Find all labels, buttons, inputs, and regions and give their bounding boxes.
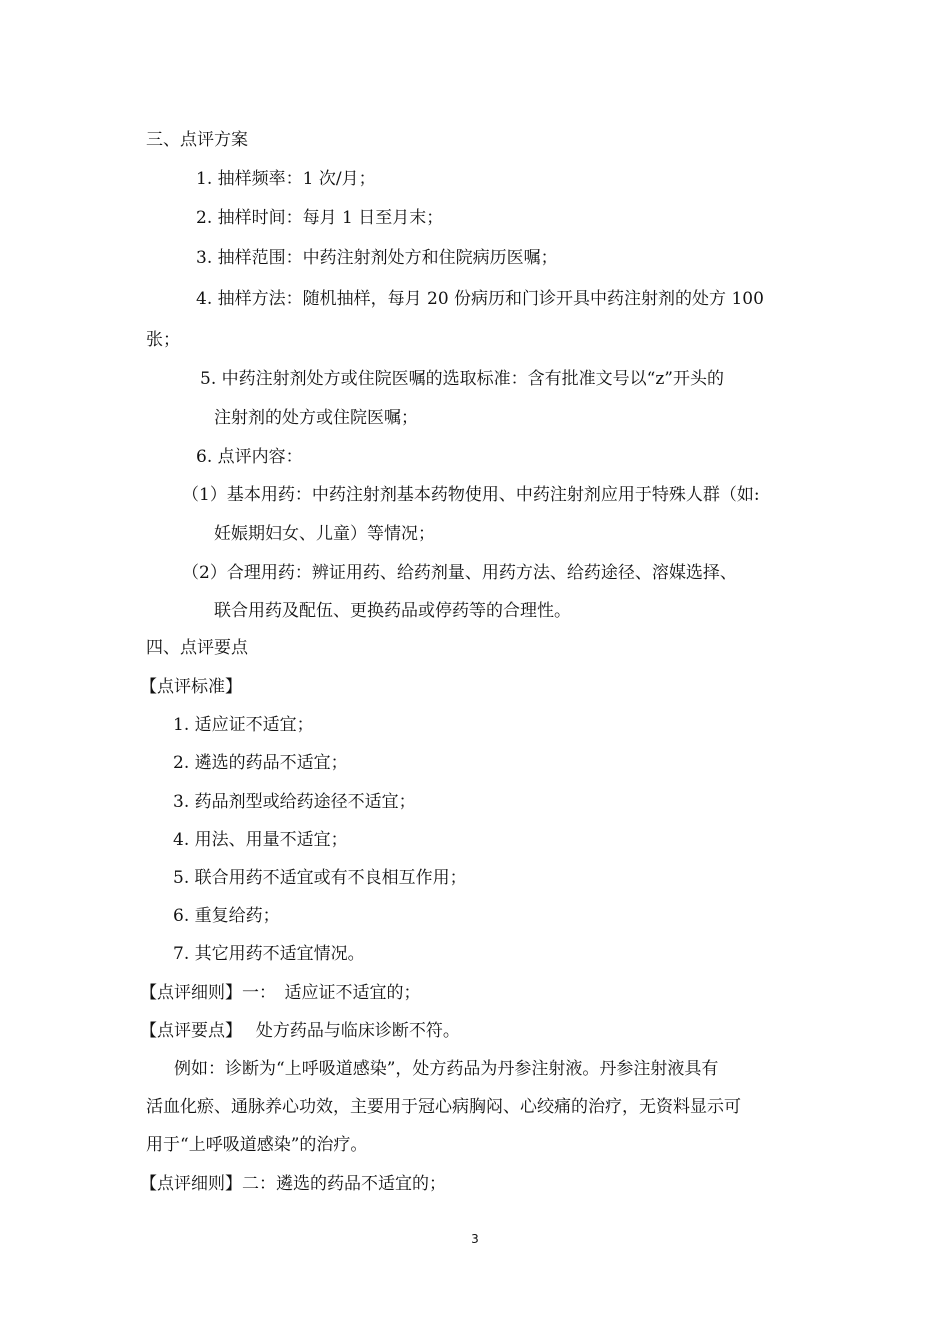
section-4-heading: 四、点评要点 [146, 638, 248, 658]
standard-item: 4. 用法、用量不适宜； [173, 830, 348, 850]
standard-item: 1. 适应证不适宜； [173, 715, 314, 735]
standard-item: 3. 药品剂型或给药途径不适宜； [173, 792, 416, 812]
list-item: 1. 抽样频率：1 次/月； [196, 169, 376, 189]
standard-item: 7. 其它用药不适宜情况。 [173, 944, 365, 964]
sub-item-continuation: 联合用药及配伍、更换药品或停药等的合理性。 [214, 601, 571, 621]
example-line: 例如：诊断为“上呼吸道感染”，处方药品为丹参注射液。丹参注射液具有 [174, 1059, 719, 1079]
detail-rule-1: 【点评细则】一： 适应证不适宜的； [140, 983, 421, 1003]
standard-item: 2. 遴选的药品不适宜； [173, 753, 348, 773]
list-item: 2. 抽样时间：每月 1 日至月末； [196, 208, 444, 228]
detail-rule-2: 【点评细则】二：遴选的药品不适宜的； [140, 1174, 446, 1194]
sub-item: （1）基本用药：中药注射剂基本药物使用、中药注射剂应用于特殊人群（如: [182, 485, 760, 505]
list-item: 5. 中药注射剂处方或住院医嘱的选取标准：含有批准文号以“z”开头的 [200, 369, 724, 389]
section-3-heading: 三、点评方案 [146, 130, 248, 150]
list-item: 4. 抽样方法：随机抽样，每月 20 份病历和门诊开具中药注射剂的处方 100 [196, 289, 764, 309]
review-point-1: 【点评要点】 处方药品与临床诊断不符。 [140, 1021, 460, 1041]
sub-item: （2）合理用药：辨证用药、给药剂量、用药方法、给药途径、溶媒选择、 [182, 563, 737, 583]
list-item-continuation: 张； [146, 330, 180, 350]
standard-title: 【点评标准】 [140, 677, 242, 697]
list-item-continuation: 注射剂的处方或住院医嘱； [214, 408, 418, 428]
example-line: 用于“上呼吸道感染”的治疗。 [146, 1135, 368, 1155]
page-number: 3 [471, 1232, 479, 1246]
sub-item-continuation: 妊娠期妇女、儿童）等情况； [214, 524, 435, 544]
list-item: 3. 抽样范围：中药注射剂处方和住院病历医嘱； [196, 248, 558, 268]
example-line: 活血化瘀、通脉养心功效，主要用于冠心病胸闷、心绞痛的治疗，无资料显示可 [146, 1097, 741, 1117]
standard-item: 6. 重复给药； [173, 906, 280, 926]
list-item: 6. 点评内容： [196, 447, 303, 467]
standard-item: 5. 联合用药不适宜或有不良相互作用； [173, 868, 467, 888]
